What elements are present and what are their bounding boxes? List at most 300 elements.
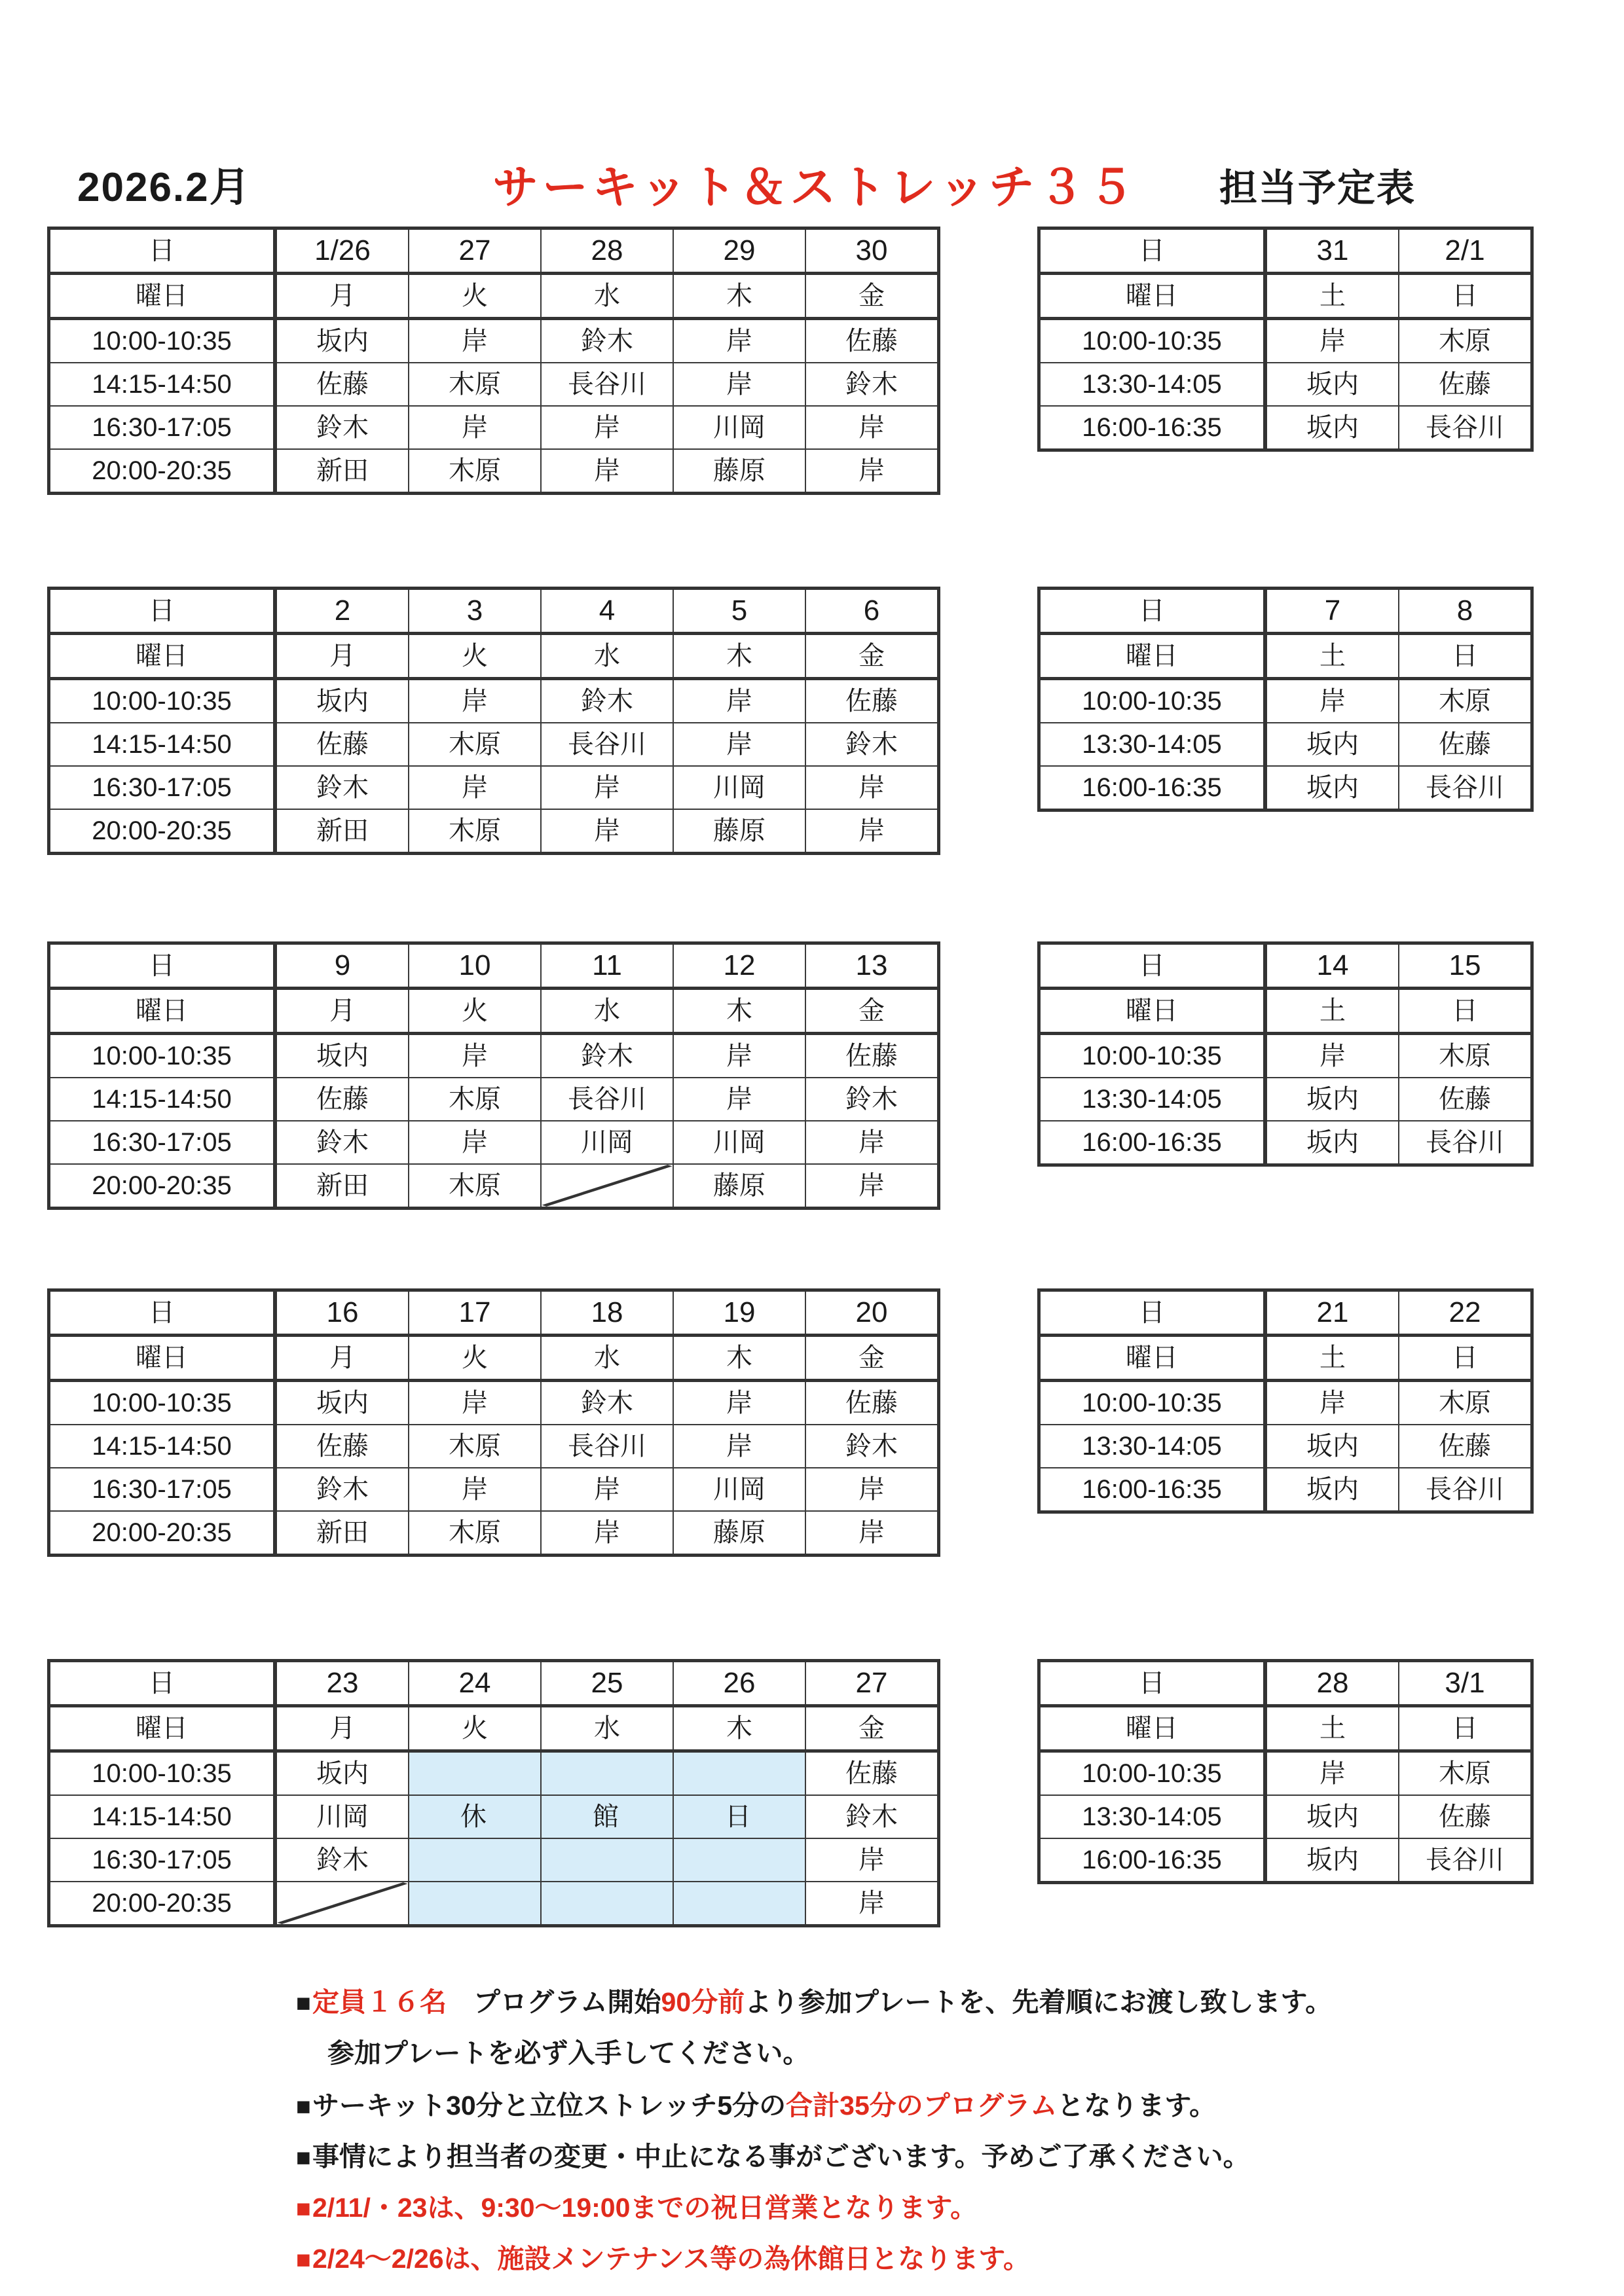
staff-cell: 岸	[409, 319, 541, 363]
date-header-cell: 16	[275, 1290, 409, 1336]
dayofweek-cell: 土	[1265, 989, 1399, 1034]
footer-notes	[296, 1985, 1579, 2293]
staff-cell: 岸	[1265, 1751, 1399, 1796]
time-slot-label: 16:00-16:35	[1039, 766, 1266, 811]
schedule-row	[49, 1381, 939, 1425]
staff-cell: 新田	[275, 449, 409, 494]
footer-note	[296, 2036, 1579, 2070]
dayofweek-row	[1039, 274, 1532, 319]
time-slot-label: 14:15-14:50	[49, 1425, 276, 1468]
time-slot-label: 20:00-20:35	[49, 1511, 276, 1556]
date-header-cell: 6	[805, 589, 939, 634]
staff-cell: 岸	[805, 809, 939, 854]
staff-cell: 木原	[1399, 1034, 1532, 1078]
staff-cell: 鈴木	[805, 1795, 939, 1838]
staff-cell: 長谷川	[1399, 1468, 1532, 1512]
schedule-row	[1039, 1121, 1532, 1165]
staff-cell: 長谷川	[1399, 406, 1532, 450]
date-header-cell: 10	[409, 943, 541, 989]
dayofweek-row-label: 曜日	[49, 1706, 276, 1751]
time-slot-label: 16:00-16:35	[1039, 406, 1266, 450]
staff-cell	[409, 1838, 541, 1882]
staff-cell: 岸	[409, 1468, 541, 1511]
staff-cell: 木原	[409, 723, 541, 766]
staff-cell: 佐藤	[1399, 723, 1532, 766]
staff-cell: 岸	[541, 809, 673, 854]
dayofweek-cell: 月	[275, 1706, 409, 1751]
staff-cell: 鈴木	[541, 1381, 673, 1425]
schedule-row	[49, 1425, 939, 1468]
dayofweek-row	[1039, 1706, 1532, 1751]
schedule-row	[49, 679, 939, 723]
dayofweek-cell: 水	[541, 634, 673, 679]
weekday-schedule-table	[47, 227, 940, 495]
staff-cell: 鈴木	[275, 1838, 409, 1882]
time-slot-label: 10:00-10:35	[1039, 679, 1266, 723]
staff-cell: 岸	[805, 766, 939, 809]
date-header-cell: 27	[409, 228, 541, 274]
staff-cell: 岸	[673, 363, 805, 406]
schedule-row	[1039, 1468, 1532, 1512]
schedule-row	[1039, 1034, 1532, 1078]
staff-cell: 岸	[541, 766, 673, 809]
schedule-row	[1039, 1838, 1532, 1883]
date-header-cell: 28	[541, 228, 673, 274]
staff-cell: 鈴木	[805, 1078, 939, 1121]
date-row-label: 日	[49, 943, 276, 989]
note-segment: 90分前	[661, 1987, 745, 2017]
staff-cell: 佐藤	[805, 1381, 939, 1425]
staff-cell: 佐藤	[805, 1034, 939, 1078]
staff-cell: 藤原	[673, 449, 805, 494]
note-segment: プログラム開始	[446, 1987, 661, 2017]
staff-cell: 藤原	[673, 1511, 805, 1556]
staff-cell: 長谷川	[541, 1078, 673, 1121]
dayofweek-row	[49, 634, 939, 679]
dayofweek-row-label: 曜日	[49, 1336, 276, 1381]
dayofweek-cell: 金	[805, 634, 939, 679]
staff-cell: 岸	[805, 1882, 939, 1926]
dayofweek-cell: 日	[1399, 1336, 1532, 1381]
dayofweek-cell: 木	[673, 1706, 805, 1751]
schedule-row	[49, 1838, 939, 1882]
staff-cell: 岸	[805, 449, 939, 494]
staff-cell	[673, 1882, 805, 1926]
dayofweek-cell: 木	[673, 1336, 805, 1381]
staff-cell: 長谷川	[541, 1425, 673, 1468]
staff-cell: 藤原	[673, 1164, 805, 1209]
date-header-cell: 11	[541, 943, 673, 989]
staff-cell: 岸	[673, 1381, 805, 1425]
staff-cell: 岸	[805, 1511, 939, 1556]
time-slot-label: 16:00-16:35	[1039, 1838, 1266, 1883]
staff-cell	[541, 1164, 673, 1209]
staff-cell: 佐藤	[275, 1078, 409, 1121]
staff-cell: 佐藤	[1399, 1795, 1532, 1838]
time-slot-label: 13:30-14:05	[1039, 1795, 1266, 1838]
staff-cell: 佐藤	[275, 1425, 409, 1468]
staff-cell: 佐藤	[275, 363, 409, 406]
date-row-label: 日	[1039, 943, 1266, 989]
staff-cell: 岸	[409, 679, 541, 723]
schedule-row	[1039, 1425, 1532, 1468]
staff-cell: 坂内	[275, 1034, 409, 1078]
dayofweek-row	[49, 989, 939, 1034]
date-header-row	[49, 589, 939, 634]
dayofweek-cell: 月	[275, 634, 409, 679]
time-slot-label: 13:30-14:05	[1039, 363, 1266, 406]
dayofweek-row-label: 曜日	[1039, 1336, 1266, 1381]
dayofweek-cell: 月	[275, 274, 409, 319]
staff-cell: 木原	[409, 1078, 541, 1121]
note-segment: となります。	[1057, 2090, 1217, 2121]
date-header-row	[1039, 943, 1532, 989]
staff-cell: 川岡	[275, 1795, 409, 1838]
schedule-row	[49, 1121, 939, 1164]
staff-cell: 川岡	[673, 406, 805, 449]
weekend-schedule-table	[1037, 1288, 1534, 1514]
dayofweek-cell: 木	[673, 634, 805, 679]
staff-cell: 鈴木	[275, 406, 409, 449]
staff-cell: 木原	[1399, 679, 1532, 723]
staff-cell: 川岡	[673, 1468, 805, 1511]
dayofweek-cell: 水	[541, 989, 673, 1034]
schedule-row	[1039, 1751, 1532, 1796]
dayofweek-cell: 月	[275, 1336, 409, 1381]
weekday-schedule-table	[47, 941, 940, 1210]
dayofweek-row-label: 曜日	[1039, 989, 1266, 1034]
dayofweek-cell: 水	[541, 274, 673, 319]
dayofweek-cell: 土	[1265, 274, 1399, 319]
dayofweek-row-label: 曜日	[49, 634, 276, 679]
dayofweek-cell: 水	[541, 1336, 673, 1381]
staff-cell: 岸	[673, 1078, 805, 1121]
staff-cell: 木原	[409, 1511, 541, 1556]
date-header-row	[1039, 1661, 1532, 1706]
schedule-row	[49, 809, 939, 854]
staff-cell: 長谷川	[1399, 1121, 1532, 1165]
diagonal-strike	[542, 1165, 673, 1207]
date-header-cell: 19	[673, 1290, 805, 1336]
staff-cell	[409, 1882, 541, 1926]
footer-note	[296, 2088, 1579, 2124]
date-header-cell: 25	[541, 1661, 673, 1706]
footer-note	[296, 2140, 1579, 2175]
staff-cell: 坂内	[1265, 723, 1399, 766]
footer-note	[296, 2242, 1579, 2277]
dayofweek-cell: 金	[805, 989, 939, 1034]
staff-cell: 木原	[1399, 1381, 1532, 1425]
time-slot-label: 14:15-14:50	[49, 363, 276, 406]
staff-cell: 木原	[409, 809, 541, 854]
time-slot-label: 16:30-17:05	[49, 1121, 276, 1164]
staff-cell: 川岡	[673, 766, 805, 809]
staff-cell: 鈴木	[275, 1121, 409, 1164]
staff-cell	[409, 1751, 541, 1796]
staff-cell: 岸	[1265, 679, 1399, 723]
date-header-cell: 26	[673, 1661, 805, 1706]
dayofweek-cell: 土	[1265, 634, 1399, 679]
staff-cell: 岸	[805, 1838, 939, 1882]
dayofweek-cell: 木	[673, 989, 805, 1034]
time-slot-label: 13:30-14:05	[1039, 1078, 1266, 1121]
time-slot-label: 16:30-17:05	[49, 1468, 276, 1511]
footer-note	[296, 2191, 1579, 2226]
dayofweek-cell: 日	[1399, 634, 1532, 679]
date-header-cell: 18	[541, 1290, 673, 1336]
staff-cell: 佐藤	[805, 319, 939, 363]
staff-cell: 岸	[1265, 319, 1399, 363]
time-slot-label: 10:00-10:35	[1039, 319, 1266, 363]
staff-cell: 坂内	[1265, 1795, 1399, 1838]
dayofweek-cell: 金	[805, 1706, 939, 1751]
staff-cell: 川岡	[673, 1121, 805, 1164]
time-slot-label: 13:30-14:05	[1039, 723, 1266, 766]
dayofweek-cell: 水	[541, 1706, 673, 1751]
staff-cell: 坂内	[1265, 1425, 1399, 1468]
date-header-cell: 5	[673, 589, 805, 634]
staff-cell: 坂内	[1265, 1838, 1399, 1883]
date-header-cell: 13	[805, 943, 939, 989]
schedule-row	[49, 363, 939, 406]
program-title: サーキット＆ストレッチ３５	[492, 162, 1138, 213]
staff-cell: 坂内	[1265, 1078, 1399, 1121]
schedule-row	[49, 1511, 939, 1556]
date-header-cell: 27	[805, 1661, 939, 1706]
time-slot-label: 14:15-14:50	[49, 1078, 276, 1121]
schedule-row	[49, 1164, 939, 1209]
weekday-schedule-table	[47, 1659, 940, 1927]
date-header-row	[1039, 1290, 1532, 1336]
staff-cell: 鈴木	[275, 766, 409, 809]
date-row-label: 日	[49, 228, 276, 274]
note-segment: サーキット30分と立位ストレッチ5分の	[312, 2090, 786, 2121]
staff-cell: 木原	[409, 363, 541, 406]
dayofweek-cell: 土	[1265, 1706, 1399, 1751]
time-slot-label: 16:00-16:35	[1039, 1468, 1266, 1512]
staff-cell: 佐藤	[275, 723, 409, 766]
time-slot-label: 10:00-10:35	[1039, 1381, 1266, 1425]
schedule-row	[1039, 363, 1532, 406]
dayofweek-cell: 火	[409, 1336, 541, 1381]
schedule-row	[49, 406, 939, 449]
dayofweek-cell: 火	[409, 989, 541, 1034]
staff-cell: 岸	[805, 1121, 939, 1164]
date-row-label: 日	[1039, 228, 1266, 274]
staff-cell: 坂内	[275, 1381, 409, 1425]
time-slot-label: 14:15-14:50	[49, 723, 276, 766]
staff-cell: 岸	[673, 1425, 805, 1468]
staff-cell: 鈴木	[541, 319, 673, 363]
staff-cell: 岸	[673, 1034, 805, 1078]
date-header-cell: 15	[1399, 943, 1532, 989]
time-slot-label: 10:00-10:35	[1039, 1751, 1266, 1796]
time-slot-label: 10:00-10:35	[1039, 1034, 1266, 1078]
dayofweek-row-label: 曜日	[49, 274, 276, 319]
staff-cell: 坂内	[1265, 766, 1399, 811]
staff-cell: 岸	[1265, 1034, 1399, 1078]
staff-cell: 新田	[275, 809, 409, 854]
staff-cell: 岸	[805, 406, 939, 449]
staff-cell	[541, 1751, 673, 1796]
date-header-cell: 22	[1399, 1290, 1532, 1336]
dayofweek-row	[49, 1706, 939, 1751]
time-slot-label: 20:00-20:35	[49, 809, 276, 854]
date-header-row	[1039, 589, 1532, 634]
date-header-row	[49, 1290, 939, 1336]
staff-cell: 岸	[1265, 1381, 1399, 1425]
date-row-label: 日	[49, 589, 276, 634]
time-slot-label: 16:30-17:05	[49, 1838, 276, 1882]
staff-cell: 鈴木	[805, 723, 939, 766]
staff-cell: 木原	[409, 1425, 541, 1468]
staff-cell: 岸	[409, 1121, 541, 1164]
dayofweek-row	[49, 1336, 939, 1381]
staff-cell: 日	[673, 1795, 805, 1838]
date-header-cell: 17	[409, 1290, 541, 1336]
staff-cell: 木原	[409, 449, 541, 494]
staff-cell: 岸	[673, 319, 805, 363]
date-header-cell: 2/1	[1399, 228, 1532, 274]
schedule-row	[1039, 319, 1532, 363]
dayofweek-row-label: 曜日	[1039, 634, 1266, 679]
date-header-cell: 14	[1265, 943, 1399, 989]
date-header-cell: 2	[275, 589, 409, 634]
staff-cell	[275, 1882, 409, 1926]
date-header-cell: 12	[673, 943, 805, 989]
date-header-row	[1039, 228, 1532, 274]
date-header-cell: 9	[275, 943, 409, 989]
dayofweek-cell: 日	[1399, 989, 1532, 1034]
date-header-cell: 20	[805, 1290, 939, 1336]
schedule-row	[1039, 766, 1532, 811]
dayofweek-row	[1039, 634, 1532, 679]
staff-cell: 鈴木	[805, 1425, 939, 1468]
staff-cell: 岸	[541, 449, 673, 494]
staff-cell: 坂内	[275, 679, 409, 723]
schedule-row	[49, 723, 939, 766]
weekend-schedule-table	[1037, 227, 1534, 452]
staff-cell: 岸	[409, 766, 541, 809]
staff-cell: 坂内	[1265, 1121, 1399, 1165]
staff-cell: 岸	[541, 1511, 673, 1556]
dayofweek-cell: 木	[673, 274, 805, 319]
date-header-cell: 7	[1265, 589, 1399, 634]
schedule-row	[49, 766, 939, 809]
schedule-row	[1039, 679, 1532, 723]
date-header-cell: 24	[409, 1661, 541, 1706]
staff-cell: 長谷川	[541, 363, 673, 406]
schedule-row	[1039, 406, 1532, 450]
time-slot-label: 10:00-10:35	[49, 1751, 276, 1796]
staff-cell: 岸	[673, 723, 805, 766]
staff-cell: 長谷川	[541, 723, 673, 766]
note-segment: 2/24〜2/26は、施設メンテナンス等の為休館日となります。	[312, 2244, 1030, 2274]
staff-cell: 新田	[275, 1164, 409, 1209]
schedule-row	[1039, 1078, 1532, 1121]
date-header-cell: 21	[1265, 1290, 1399, 1336]
date-row-label: 日	[1039, 589, 1266, 634]
dayofweek-cell: 金	[805, 1336, 939, 1381]
staff-cell: 佐藤	[1399, 1078, 1532, 1121]
time-slot-label: 16:30-17:05	[49, 766, 276, 809]
staff-cell: 木原	[409, 1164, 541, 1209]
date-header-cell: 23	[275, 1661, 409, 1706]
staff-cell: 鈴木	[805, 363, 939, 406]
staff-cell: 休	[409, 1795, 541, 1838]
schedule-row	[49, 1751, 939, 1796]
schedule-row	[49, 1078, 939, 1121]
date-header-cell: 1/26	[275, 228, 409, 274]
time-slot-label: 10:00-10:35	[49, 1034, 276, 1078]
date-row-label: 日	[1039, 1290, 1266, 1336]
staff-cell: 川岡	[541, 1121, 673, 1164]
weekend-schedule-table	[1037, 587, 1534, 812]
weekday-schedule-table	[47, 587, 940, 855]
staff-cell: 坂内	[1265, 1468, 1399, 1512]
diagonal-strike	[277, 1882, 408, 1924]
date-header-cell: 3/1	[1399, 1661, 1532, 1706]
date-header-cell: 3	[409, 589, 541, 634]
dayofweek-cell: 火	[409, 634, 541, 679]
time-slot-label: 16:00-16:35	[1039, 1121, 1266, 1165]
time-slot-label: 20:00-20:35	[49, 1882, 276, 1926]
schedule-row	[49, 1468, 939, 1511]
dayofweek-cell: 月	[275, 989, 409, 1034]
dayofweek-row	[49, 274, 939, 319]
staff-cell: 藤原	[673, 809, 805, 854]
dayofweek-cell: 金	[805, 274, 939, 319]
staff-cell: 佐藤	[805, 679, 939, 723]
staff-cell: 坂内	[1265, 363, 1399, 406]
staff-cell: 岸	[541, 406, 673, 449]
staff-cell: 岸	[409, 1381, 541, 1425]
staff-cell: 長谷川	[1399, 766, 1532, 811]
staff-cell: 木原	[1399, 319, 1532, 363]
staff-cell: 鈴木	[275, 1468, 409, 1511]
schedule-row	[1039, 723, 1532, 766]
staff-cell	[541, 1838, 673, 1882]
staff-cell: 木原	[1399, 1751, 1532, 1796]
schedule-row	[49, 1034, 939, 1078]
note-segment: 2/11/・23は、9:30〜19:00までの祝日営業となります。	[312, 2193, 978, 2223]
note-segment: 定員１６名	[312, 1987, 447, 2017]
staff-cell	[673, 1838, 805, 1882]
time-slot-label: 13:30-14:05	[1039, 1425, 1266, 1468]
page-subtitle: 担当予定表	[1219, 167, 1416, 210]
dayofweek-row-label: 曜日	[49, 989, 276, 1034]
dayofweek-cell: 火	[409, 1706, 541, 1751]
dayofweek-row	[1039, 989, 1532, 1034]
note-segment: 参加プレートを必ず入手してください。	[327, 2038, 810, 2068]
time-slot-label: 16:30-17:05	[49, 406, 276, 449]
date-header-row	[49, 943, 939, 989]
staff-cell: 岸	[409, 1034, 541, 1078]
time-slot-label: 20:00-20:35	[49, 1164, 276, 1209]
schedule-row	[49, 449, 939, 494]
staff-cell: 佐藤	[1399, 363, 1532, 406]
dayofweek-cell: 火	[409, 274, 541, 319]
time-slot-label: 10:00-10:35	[49, 319, 276, 363]
date-header-cell: 30	[805, 228, 939, 274]
staff-cell: 坂内	[1265, 406, 1399, 450]
weekday-schedule-table	[47, 1288, 940, 1557]
note-segment: より参加プレートを、先着順にお渡し致します。	[745, 1987, 1333, 2017]
staff-cell: 岸	[541, 1468, 673, 1511]
date-header-cell: 28	[1265, 1661, 1399, 1706]
staff-cell	[673, 1751, 805, 1796]
note-segment: 合計35分のプログラム	[786, 2090, 1058, 2121]
